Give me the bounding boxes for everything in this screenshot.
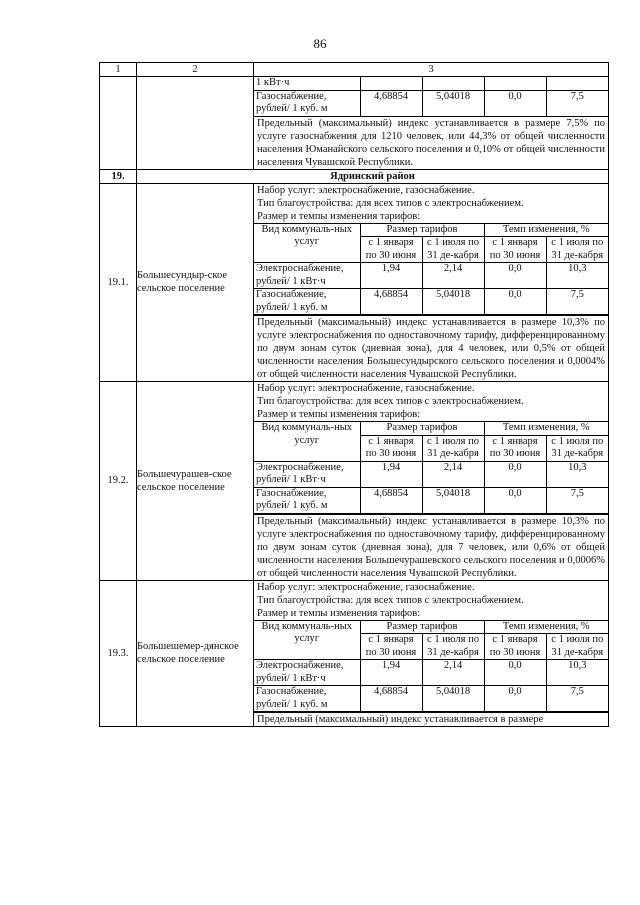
gas-val-jan: 4,68854 <box>360 487 422 513</box>
el-val-jul: 2,14 <box>422 461 484 487</box>
period-jul: с 1 июля по 31 де-кабря <box>422 237 484 263</box>
gas-rate-jul: 7,5 <box>546 90 608 116</box>
period-jan: с 1 января по 30 июня <box>360 634 422 660</box>
gas-label: Газоснабжение, рублей/ 1 куб. м <box>254 487 360 513</box>
rate-header: Темп изменения, % <box>484 422 608 436</box>
el-rate-jan: 0,0 <box>484 263 546 289</box>
tariff-subtable <box>254 620 608 713</box>
el-rate-jan: 0,0 <box>484 660 546 686</box>
gas-label: Газоснабжение, рублей/ 1 куб. м <box>254 686 360 712</box>
size-header: Размер тарифов <box>360 223 484 237</box>
empty-num-cell <box>100 77 137 170</box>
services-text: Набор услуг: электроснабжение, газоснабжение. <box>257 184 475 196</box>
index-note: Предельный (максимальный) индекс устанавливается в размере 10,3% по услуге электроснабжения по одноставочному тарифу, дифференцированному по двум зонам суток (дневная зона), для 4 человек, или 0,5% от общей численности населения Большесундырского сельского поселения и 0,0004% от общей численности населения Чувашской Республики. <box>254 315 608 381</box>
gas-val-jul: 5,04018 <box>422 686 484 712</box>
rate-header: Темп изменения, % <box>484 620 608 634</box>
period-jan: с 1 января по 30 июня <box>484 634 546 660</box>
gas-rate-jul: 7,5 <box>546 289 608 315</box>
gas-val-jul: 5,04018 <box>422 487 484 513</box>
improvement-text: Тип благоустройства: для всех типов с электроснабжением. <box>257 396 524 407</box>
improvement-text: Тип благоустройства: для всех типов с электроснабжением. <box>257 197 524 209</box>
tariff-table <box>99 62 609 727</box>
unit-cont-row <box>254 77 608 90</box>
settlement-details <box>254 382 609 581</box>
services-text: Набор услуг: электроснабжение, газоснабжение. <box>257 581 475 593</box>
settlement-name: Большешемер-дянское сельское поселение <box>137 580 254 727</box>
index-note: Предельный (максимальный) индекс устанавливается в размере 7,5% по услуге газоснабжения для 1210 человек, или 44,3% от общей численности населения Юманайского сельского поселения и 0,10% от общей численности населения Чувашской Республики. <box>257 117 605 168</box>
continuation-cell <box>254 77 609 170</box>
empty-name-cell <box>137 77 254 170</box>
continuation-row <box>100 77 609 170</box>
gas-rate-jan: 0,0 <box>484 686 546 712</box>
period-jan: с 1 января по 30 июня <box>484 237 546 263</box>
period-jan: с 1 января по 30 июня <box>360 237 422 263</box>
gas-label: Газоснабжение, рублей/ 1 куб. м <box>254 90 360 116</box>
tariff-subtable <box>254 421 608 514</box>
kind-header: Вид коммуналь-ных услуг <box>254 422 360 462</box>
gas-row <box>254 90 608 116</box>
el-rate-jul: 10,3 <box>546 660 608 686</box>
index-note: Предельный (максимальный) индекс устанавливается в размере 10,3% по услуге электроснабжения по одноставочному тарифу, дифференцированному по двум зонам суток (дневная зона), для 7 человек, или 0,6% от общей численности населения Большечурашевского сельского поселения и 0,0006% от общей численности населения Чувашской Республики. <box>254 514 608 580</box>
rate-header: Темп изменения, % <box>484 223 608 237</box>
size-header: Размер тарифов <box>360 620 484 634</box>
period-jul: с 1 июля по 31 де-кабря <box>546 237 608 263</box>
period-jan: с 1 января по 30 июня <box>360 435 422 461</box>
header-row <box>100 63 609 77</box>
period-jan: с 1 января по 30 июня <box>484 435 546 461</box>
el-val-jan: 1,94 <box>360 263 422 289</box>
gas-rate-jan: 0,0 <box>484 487 546 513</box>
gas-val-jan: 4,68854 <box>360 90 422 116</box>
section-number: 19. <box>100 169 137 183</box>
section-title: Ядринский район <box>137 169 609 183</box>
el-rate-jul: 10,3 <box>546 461 608 487</box>
continuation-tariff-table <box>254 77 608 117</box>
header-col-1: 1 <box>100 63 137 77</box>
settlement-number: 19.3. <box>100 580 137 727</box>
header-col-2: 2 <box>137 63 254 77</box>
settlement-number: 19.1. <box>100 183 137 382</box>
gas-label: Газоснабжение, рублей/ 1 куб. м <box>254 289 360 315</box>
el-val-jan: 1,94 <box>360 660 422 686</box>
el-val-jul: 2,14 <box>422 263 484 289</box>
gas-val-jan: 4,68854 <box>360 289 422 315</box>
el-val-jul: 2,14 <box>422 660 484 686</box>
improvement-text: Тип благоустройства: для всех типов с электроснабжением. <box>257 594 524 606</box>
tariff-subtable <box>254 223 608 316</box>
period-jul: с 1 июля по 31 де-кабря <box>546 435 608 461</box>
gas-val-jul: 5,04018 <box>422 289 484 315</box>
gas-rate-jan: 0,0 <box>484 90 546 116</box>
electricity-label: Электроснабжение, рублей/ 1 кВт·ч <box>254 263 360 289</box>
kind-header: Вид коммуналь-ных услуг <box>254 223 360 263</box>
gas-rate-jul: 7,5 <box>546 487 608 513</box>
electricity-label: Электроснабжение, рублей/ 1 кВт·ч <box>254 660 360 686</box>
header-col-3: 3 <box>254 63 609 77</box>
gas-val-jan: 4,68854 <box>360 686 422 712</box>
period-jul: с 1 июля по 31 де-кабря <box>546 634 608 660</box>
gas-rate-jan: 0,0 <box>484 289 546 315</box>
period-jul: с 1 июля по 31 де-кабря <box>422 634 484 660</box>
services-text: Набор услуг: электроснабжение, газоснабжение. <box>257 383 475 394</box>
gas-rate-jul: 7,5 <box>546 686 608 712</box>
settlement-name: Большечурашев-ское сельское поселение <box>137 382 254 581</box>
settlement-details <box>254 183 609 382</box>
settlement-name: Большесундыр-ское сельское поселение <box>137 183 254 382</box>
sizes-text: Размер и темпы изменения тарифов: <box>257 607 421 619</box>
el-val-jan: 1,94 <box>360 461 422 487</box>
size-header: Размер тарифов <box>360 422 484 436</box>
electricity-label: Электроснабжение, рублей/ 1 кВт·ч <box>254 461 360 487</box>
settlement-row <box>100 183 609 382</box>
el-rate-jul: 10,3 <box>546 263 608 289</box>
settlement-row <box>100 382 609 581</box>
sizes-text: Размер и темпы изменения тарифов: <box>257 409 421 420</box>
gas-val-jul: 5,04018 <box>422 90 484 116</box>
unit-cont-label: 1 кВт·ч <box>254 77 360 90</box>
settlement-details <box>254 580 609 727</box>
sizes-text: Размер и темпы изменения тарифов: <box>257 210 421 222</box>
settlement-number: 19.2. <box>100 382 137 581</box>
period-jul: с 1 июля по 31 де-кабря <box>422 435 484 461</box>
el-rate-jan: 0,0 <box>484 461 546 487</box>
page-number: 86 <box>313 36 327 51</box>
settlement-row <box>100 580 609 727</box>
index-note: Предельный (максимальный) индекс устанавливается в размере <box>254 712 608 726</box>
section-row <box>100 169 609 183</box>
kind-header: Вид коммуналь-ных услуг <box>254 620 360 660</box>
